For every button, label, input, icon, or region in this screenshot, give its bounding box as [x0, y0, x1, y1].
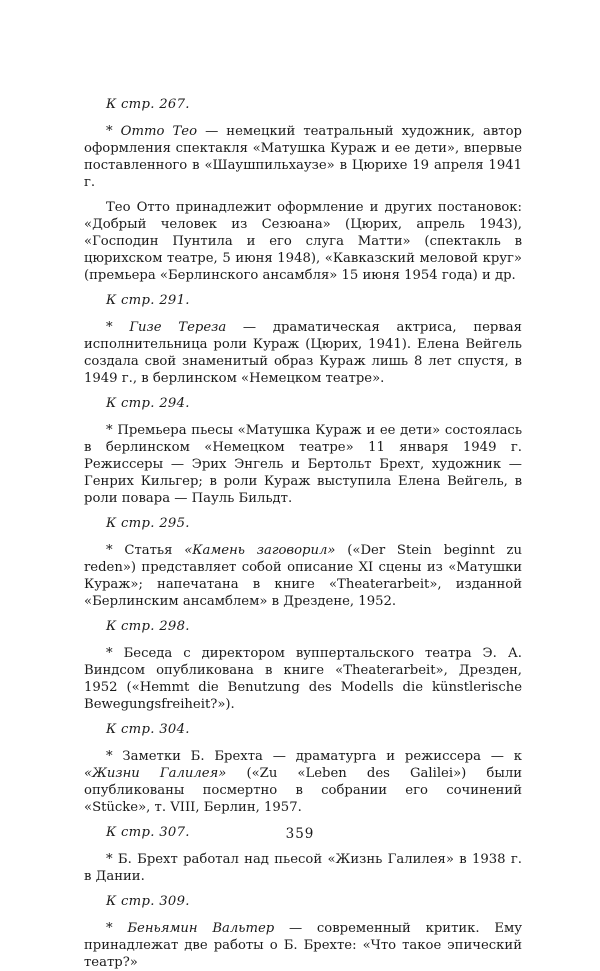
- note-text: — немецкий театральный художник, автор оформления спектакля «Матушка Кураж и ее дети», впервые поставленного в «Шаушпильхаузе» в Цюрихе 19 апреля 1941 г.: [84, 124, 522, 190]
- note-ref-304: К стр. 304.: [106, 722, 190, 737]
- note-text: («Der Stein beginnt zu reden») представляет собой описание XI сцены из «Матушки Кураж»; напечатана в книге «Theaterarbeit», изданной «Берлинским ансамблем» в Дрездене, 1952.: [84, 543, 522, 609]
- note-name: Гизе Тереза: [129, 320, 227, 335]
- note-paragraph: [84, 123, 522, 191]
- note-lead: * Заметки Б. Брехта — драматурга и режиссера — к: [106, 749, 522, 764]
- page-number: 359: [285, 826, 315, 842]
- note-paragraph: [84, 542, 522, 610]
- note-ref-307: К стр. 307.: [106, 825, 190, 840]
- note-text: — драматическая актриса, первая исполнительница роли Кураж (Цюрих, 1941). Елена Вейгель создала свой знаменитый образ Кураж лишь 8 лет спустя, в 1949 г., в берлинском «Немецком театре».: [84, 320, 522, 386]
- note-paragraph: [84, 199, 522, 284]
- note-ref-295: К стр. 295.: [106, 516, 190, 531]
- note-text: Тео Отто принадлежит оформление и других постановок: «Добрый человек из Сезюана» (Цюрих, апрель 1943), «Господин Пунтила и его слуга Матти» (спектакль в цюрихском театре, 5 июня 1948), «Кавказский меловой круг» (премьера «Берлинского ансамбля» 15 июня 1954 года) и др.: [84, 200, 522, 283]
- note-title: «Камень заговорил»: [184, 543, 336, 558]
- note-paragraph: [84, 645, 522, 713]
- note-paragraph: [84, 748, 522, 816]
- note-text: («Zu «Leben des Galilei») были опубликованы посмертно в собрании его сочинений «Stücke», т. VIII, Берлин, 1957.: [84, 766, 522, 815]
- note-lead: *: [106, 646, 124, 661]
- note-text: — современный критик. Ему принадлежат две работы о Б. Брехте: «Что такое эпический театр?»: [84, 921, 523, 970]
- note-lead: *: [106, 423, 118, 438]
- note-ref-267: К стр. 267.: [106, 97, 190, 112]
- note-paragraph: [84, 319, 522, 387]
- note-paragraph: [84, 422, 522, 507]
- note-text: Беседа с директором вуппертальского театра Э. А. Виндсом опубликована в книге «Theaterarbeit», Дрезден, 1952 («Hemmt die Benutzung des Modells die künstlerische Bewegungsfreiheit?»).: [84, 646, 523, 712]
- note-ref-291: К стр. 291.: [106, 293, 190, 308]
- note-text: Премьера пьесы «Матушка Кураж и ее дети» состоялась в берлинском «Немецком театре» 11 января 1949 г. Режиссеры — Эрих Энгель и Бертольт Брехт, художник — Генрих Кильгер; в роли Кураж выступила Елена Вейгель, в роли повара — Пауль Бильдт.: [84, 423, 523, 506]
- note-paragraph: [84, 920, 522, 971]
- note-lead: *: [106, 921, 128, 936]
- note-lead: *: [106, 852, 118, 867]
- note-lead: *: [106, 320, 130, 335]
- note-lead: * Статья: [106, 543, 185, 558]
- note-title: «Жизни Галилея»: [84, 766, 227, 781]
- note-name: Беньямин Вальтер: [127, 921, 275, 936]
- note-lead: *: [106, 124, 121, 139]
- note-ref-298: К стр. 298.: [106, 619, 190, 634]
- note-ref-309: К стр. 309.: [106, 894, 190, 909]
- note-name: Отто Тео: [120, 124, 198, 139]
- note-paragraph: [84, 851, 522, 885]
- note-ref-294: К стр. 294.: [106, 396, 190, 411]
- note-text: Б. Брехт работал над пьесой «Жизнь Галилея» в 1938 г. в Дании.: [84, 852, 522, 884]
